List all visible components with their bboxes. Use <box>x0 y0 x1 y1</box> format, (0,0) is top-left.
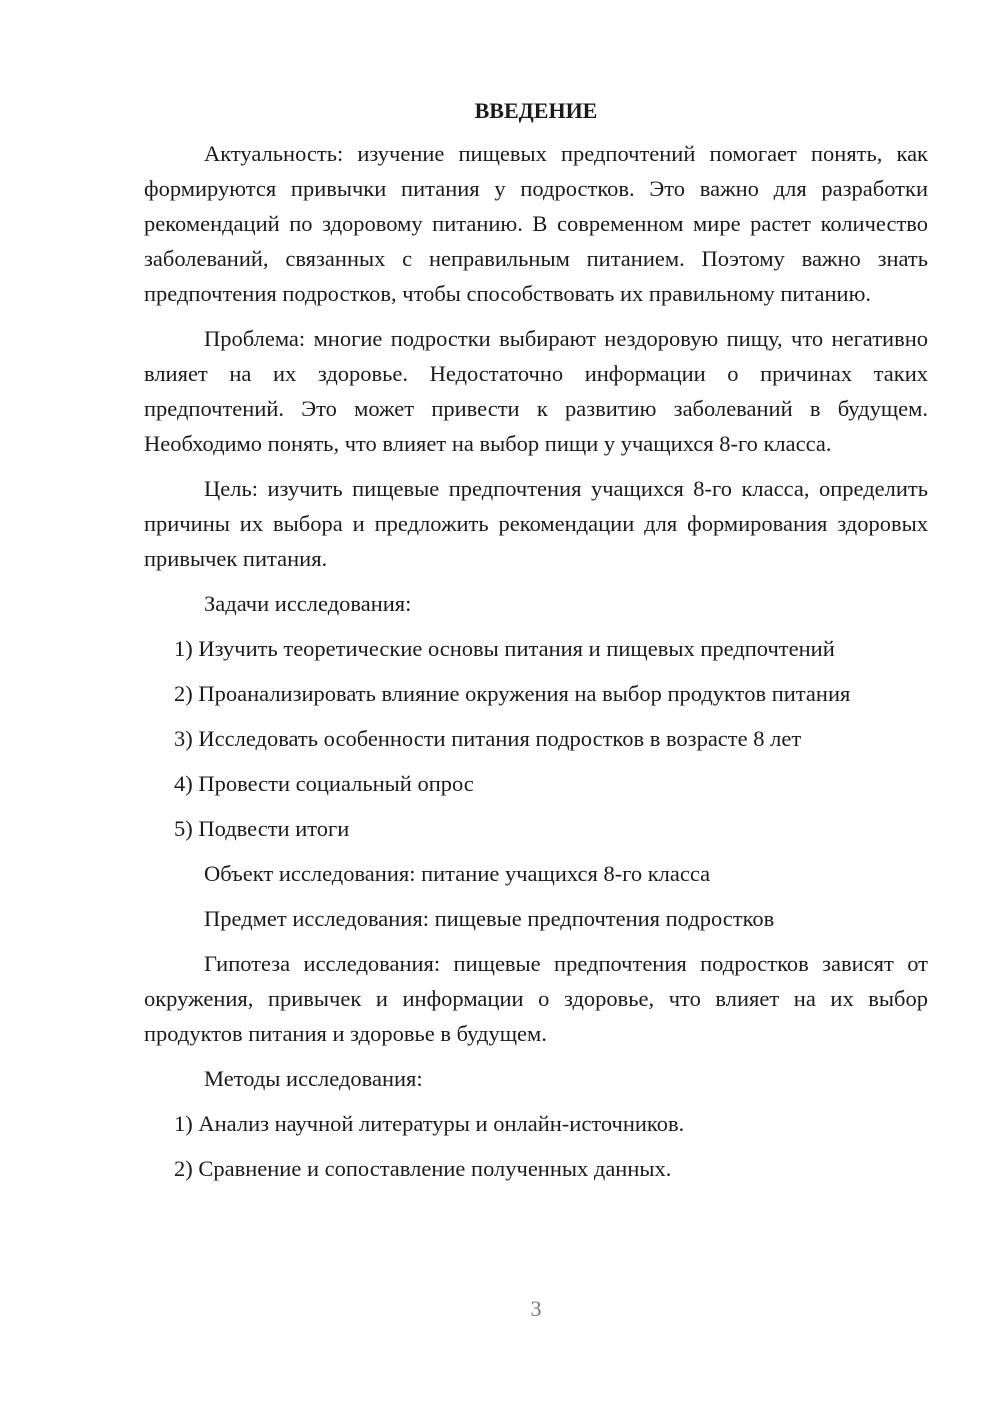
method-item-1: 1) Анализ научной литературы и онлайн-источников. <box>174 1111 685 1136</box>
task-item-3: 3) Исследовать особенности питания подростков в возрасте 8 лет <box>174 726 802 751</box>
task-item-4: 4) Провести социальный опрос <box>174 771 474 796</box>
task-item-5: 5) Подвести итоги <box>174 816 350 841</box>
tasks-heading: Задачи исследования: <box>204 591 412 616</box>
relevance-paragraph: Актуальность: изучение пищевых предпочтений помогает понять, как формируются привычки питания у подростков. Это важно для разработки рекомендаций по здоровому питанию. В современном мире растет количество заболеваний, связанных с неправильным питанием. Поэтому важно знать предпочтения подростков, чтобы способствовать их правильному питанию. <box>144 141 928 306</box>
page-number: 3 <box>530 1296 542 1321</box>
task-item-1: 1) Изучить теоретические основы питания и пищевых предпочтений <box>174 636 835 661</box>
problem-paragraph: Проблема: многие подростки выбирают нездоровую пищу, что негативно влияет на их здоровье. Недостаточно информации о причинах таких предпочтений. Это может привести к развитию заболеваний в будущем. Необходимо понять, что влияет на выбор пищи у учащихся 8-го класса. <box>144 326 928 456</box>
hypothesis-paragraph: Гипотеза исследования: пищевые предпочтения подростков зависят от окружения, привычек и информации о здоровье, что влияет на их выбор продуктов питания и здоровье в будущем. <box>144 951 928 1046</box>
research-object: Объект исследования: питание учащихся 8-го класса <box>204 861 711 886</box>
task-item-2: 2) Проанализировать влияние окружения на выбор продуктов питания <box>174 681 851 706</box>
methods-heading: Методы исследования: <box>204 1066 423 1091</box>
page-title: ВВЕДЕНИЕ <box>474 98 598 123</box>
goal-paragraph: Цель: изучить пищевые предпочтения учащихся 8-го класса, определить причины их выбора и предложить рекомендации для формирования здоровых привычек питания. <box>144 476 928 571</box>
document-page <box>144 96 928 1196</box>
research-subject: Предмет исследования: пищевые предпочтения подростков <box>204 906 775 931</box>
method-item-2: 2) Сравнение и сопоставление полученных данных. <box>174 1156 672 1181</box>
